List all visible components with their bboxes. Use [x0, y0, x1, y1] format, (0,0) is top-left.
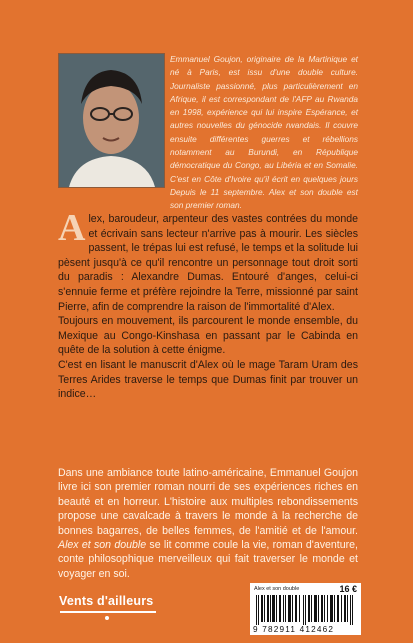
publisher-logo-text: Vents d'ailleurs [59, 594, 154, 608]
author-bio [170, 53, 358, 213]
book-blurb-text [58, 466, 358, 581]
blurb-part-2: se lit comme coule la vie, roman d'aventure, conte philosophique merveilleux qui fait traverser le monde et voyager en soi. [58, 539, 358, 580]
synopsis-paragraph-1-text: lex, baroudeur, arpenteur des vastes contrées du monde et écrivain sans lecteur n'arrive pas à mourir. Les siècles passent, le trépas lui est refusé, le temps et la solitude lui pèsent jusqu'à ce qu'il rencontre un personnage tout droit sorti du paradis : Alexandre Dumas. Entouré d'anges, celui-ci s'ennuie ferme et préfère rejoindre la Terre, missionné par saint Pierre, afin de comprendre la raison de l'immortalité d'Alex. [58, 213, 358, 313]
synopsis-paragraph-1 [58, 207, 358, 314]
barcode-label [250, 583, 361, 635]
author-photo [58, 53, 165, 188]
synopsis-paragraph-2: Toujours en mouvement, ils parcourent le monde ensemble, du Mexique au Congo-Kinshasa en passant par le Cabinda en quête de la solution à cette énigme. [58, 315, 358, 357]
author-bio-text: Emmanuel Goujon, originaire de la Martinique et né à Paris, est issu d'une double culture. Journaliste passionné, plus particulièrement en Afrique, il est correspondant de l'AFP au Rwanda en 1998, expérience qui lui inspire Espérance, et autres nouvelles du génocide rwandais. Il couvre ensuite différentes guerres et rébellions notamment au Burundi, en République démocratique du Congo, au Libéria et en Somalie. C'est en Côte d'Ivoire qu'il écrit en quelques jours Depuis le 11 septembre. Alex et son double est son premier roman. [170, 54, 358, 211]
book-blurb [58, 466, 358, 581]
barcode-icon [254, 595, 357, 625]
barcode-book-title: Alex et son double [254, 586, 300, 592]
publisher-logo-dot [105, 616, 109, 620]
price-label: 16 € [339, 584, 357, 594]
barcode-digits: 9 782911 412462 [253, 625, 335, 634]
synopsis-paragraph-3: C'est en lisant le manuscrit d'Alex où le mage Taram Uram des Terres Arides traverse le temps que Dumas finit par trouver un indice… [58, 358, 358, 401]
synopsis [58, 207, 358, 402]
blurb-book-title: Alex et son double [58, 539, 147, 552]
publisher-logo-underline [60, 611, 156, 613]
drop-cap: A [58, 207, 86, 249]
blurb-part-1: Dans une ambiance toute latino-américaine, Emmanuel Goujon livre ici son premier roman nourri de ses expériences riches en beauté et en horreur. L'histoire aux multiples rebondissements propose une cavalcade à travers le monde à la recherche de bonnes bagarres, de belles femmes, de l'amitié et de l'amour. [58, 467, 358, 537]
